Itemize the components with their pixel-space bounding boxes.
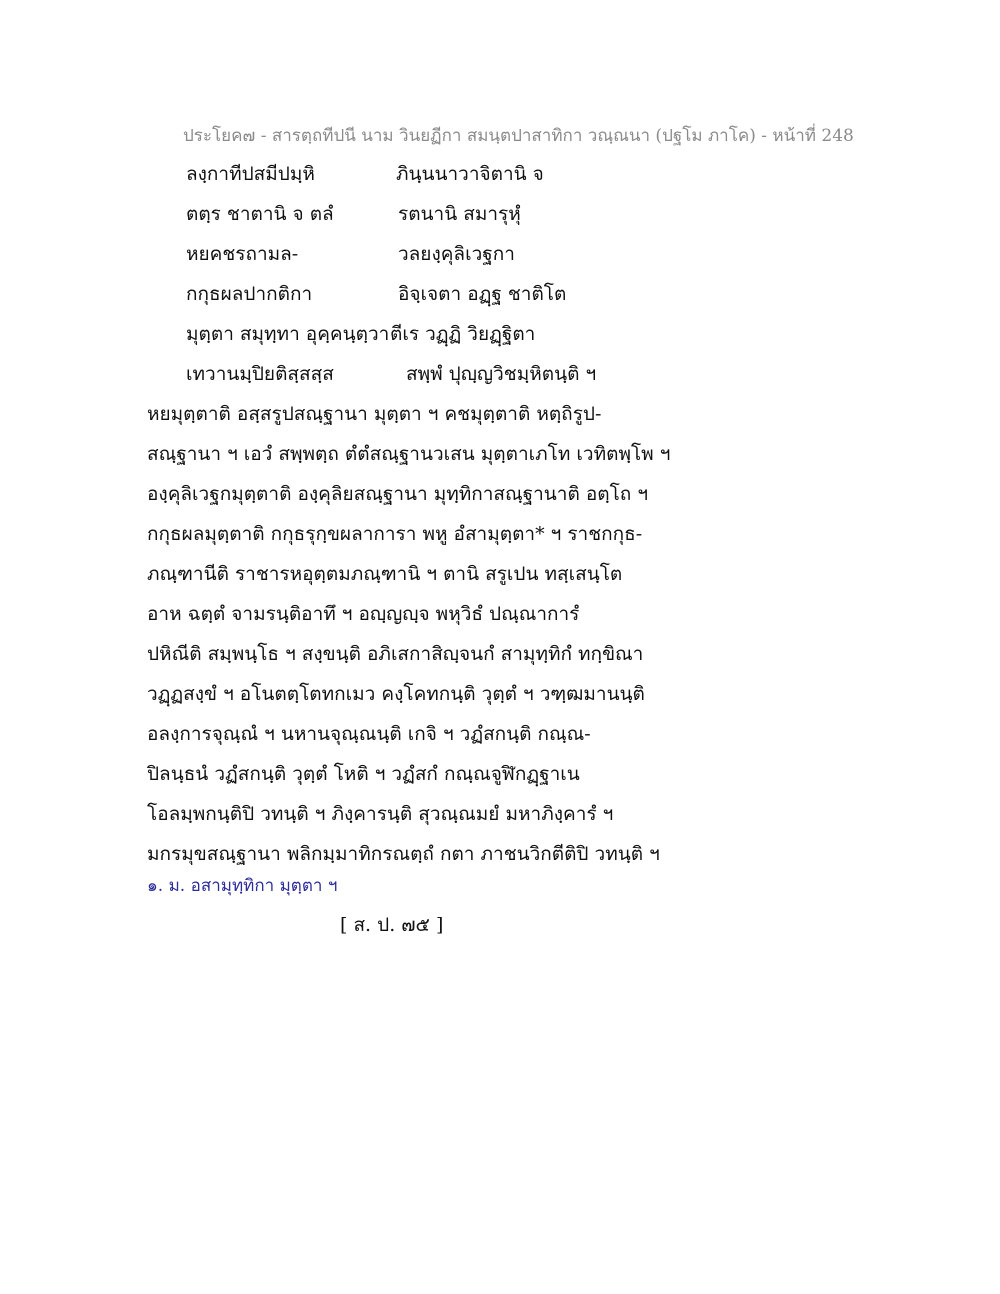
prose-line: โอลมฺพกนฺติปิ วทนฺติ ฯ ภิงฺคารนฺติ สุวณฺณมยํ มหาภิงฺคารํ ฯ xyxy=(147,803,614,825)
prose-line: กกุธผลมุตฺตาติ กกุธรุกฺขผลาการา พหู อํสามุตฺตา* ฯ ราชกกุธ- xyxy=(147,523,643,545)
verse-left: กกุธผลปากติกา xyxy=(186,283,313,305)
prose-line: อาห ฉตฺตํ จามรนฺติอาทึ ฯ อญฺญญฺจ พหุวิธํ ปณฺณาการํ xyxy=(147,603,580,625)
commentary-body xyxy=(147,398,847,878)
prose-line: สณฺฐานา ฯ เอวํ สพฺพตฺถ ตํตํสณฺฐานวเสน มุตฺตาเภโท เวทิตพฺโพ ฯ xyxy=(147,443,671,465)
verse-line xyxy=(186,358,746,398)
page-reference: [ ส. ป. ๗๕ ] xyxy=(340,914,444,936)
footnote: ๑. ม. อสามุทฺทิกา มุตฺตา ฯ xyxy=(147,876,338,896)
prose-line: วฏฺฏสงฺขํ ฯ อโนตตฺโตทกเมว คงฺโคทกนฺติ วุตฺตํ ฯ วฑฺฒมานนฺติ xyxy=(147,683,645,705)
prose-line: องฺคุลิเวฐกมุตฺตาติ องฺคุลิยสณฺฐานา มุทฺทิกาสณฺฐานาติ อตฺโถ ฯ xyxy=(147,483,649,505)
verse-line xyxy=(186,318,746,358)
verse-line xyxy=(186,198,746,238)
verse-line xyxy=(186,158,746,198)
prose-line: มกรมุขสณฺฐานา พลิกมฺมาทิกรณตฺถํ กตา ภาชนวิกตีติปิ วทนฺติ ฯ xyxy=(147,843,660,865)
verse-block xyxy=(186,158,746,398)
verse-right: รตนานิ สมารุหุํ xyxy=(398,203,521,225)
verse-line xyxy=(186,278,746,318)
prose-line: ปิลนฺธนํ วฏํสกนฺติ วุตฺตํ โหติ ฯ วฏํสกํ กณฺณจูฬิกฏฺฐาเน xyxy=(147,763,580,785)
verse-right: อิจฺเจตา อฏฺฐ ชาติโต xyxy=(398,283,567,305)
verse-line xyxy=(186,238,746,278)
verse-left: หยคชรถามล- xyxy=(186,243,299,265)
prose-line: หยมุตฺตาติ อสฺสรูปสณฺฐานา มุตฺตา ฯ คชมุตฺตาติ หตฺถิรูป- xyxy=(147,403,602,425)
verse-left: ลงฺกาทีปสมีปมฺหิ xyxy=(186,163,315,185)
prose-line: ภณฺฑานีติ ราชารหอุตฺตมภณฺฑานิ ฯ ตานิ สรูเปน ทสฺเสนฺโต xyxy=(147,563,623,585)
verse-left: เทวานมฺปิยติสฺสสฺส xyxy=(186,363,334,385)
verse-right: สพฺพํ ปุญฺญวิชมฺหิตนฺติ ฯ xyxy=(406,363,597,385)
prose-line: อลงฺการจุณฺณํ ฯ นหานจุณฺณนฺติ เกจิ ฯ วฏํสกนฺติ กณฺณ- xyxy=(147,723,591,745)
verse-left: ตตฺร ชาตานิ จ ตลํ xyxy=(186,203,334,225)
verse-right: วลยงฺคุลิเวฐกา xyxy=(398,243,515,265)
running-header: ประโยค๗ - สารตฺถทีปนี นาม วินยฏีกา สมนฺตปาสาทิกา วณฺณนา (ปฐโม ภาโค) - หน้าที่ 248 xyxy=(183,126,854,146)
prose-line: ปหิณีติ สมฺพนฺโธ ฯ สงฺขนฺติ อภิเสกาสิญฺจนกํ สามุทฺทิกํ ทกฺขิณา xyxy=(147,643,644,665)
verse-right: ตีเร วฏฺฏิ วิยฏฺฐิตา xyxy=(390,323,536,345)
verse-right: ภินฺนนาวาจิตานิ จ xyxy=(396,163,544,185)
verse-left: มุตฺตา สมุทฺทา อุคฺคนฺตฺวา xyxy=(186,323,390,345)
